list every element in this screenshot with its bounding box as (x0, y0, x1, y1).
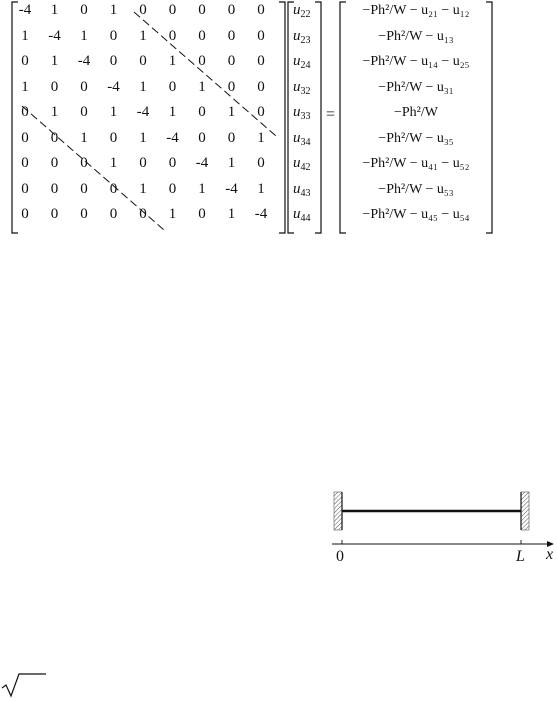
matrix-cell: 1 (50, 2, 59, 18)
matrix-cell: 1 (21, 27, 29, 44)
matrix-cell: 0 (80, 78, 88, 95)
matrix-cell: 1 (198, 78, 206, 95)
matrix-equation (0, 0, 557, 245)
unknown-entry: $u_{42}$ (293, 155, 311, 173)
matrix-cell: 1 (109, 104, 118, 120)
matrix-cell: 0 (109, 129, 118, 146)
matrix-cell: 0 (139, 206, 147, 222)
matrix-cell: 0 (227, 53, 236, 69)
unknown-entry: $u_{22}$ (293, 2, 311, 20)
rhs-entry: −Ph²/W − u₃₁ (378, 79, 454, 95)
matrix-cell: 0 (227, 27, 236, 44)
matrix-cell: 0 (227, 2, 236, 18)
right-fixed-support (521, 492, 529, 530)
matrix-cell: 0 (198, 104, 206, 120)
matrix-cell: 0 (80, 180, 88, 197)
matrix-cell: 1 (109, 155, 118, 171)
matrix-cell: 0 (198, 206, 206, 222)
matrix-cell: 0 (109, 206, 118, 222)
beam-figure (320, 480, 557, 570)
matrix-cell: 1 (257, 180, 265, 197)
matrix-cell: 1 (198, 180, 206, 197)
matrix-cell: 1 (227, 206, 236, 222)
rhs-entry: −Ph²/W − u₁₃ (378, 28, 454, 44)
matrix-cell: 1 (50, 104, 59, 120)
matrix-cell: -4 (254, 206, 268, 222)
matrix-cell: 1 (80, 129, 88, 146)
unknown-entry: $u_{23}$ (293, 27, 311, 46)
matrix-cell: 0 (80, 2, 88, 18)
matrix-cell: 0 (109, 53, 118, 69)
matrix-cell: 0 (198, 129, 206, 146)
matrix-cell: 0 (80, 104, 88, 120)
matrix-cell: 1 (139, 78, 147, 95)
matrix-cell: -4 (48, 27, 61, 44)
matrix-cell: 0 (21, 206, 29, 222)
unknown-entry: $u_{43}$ (293, 180, 311, 199)
matrix-cell: -4 (77, 53, 91, 69)
length-label: L (516, 548, 525, 565)
matrix-cell: 0 (168, 155, 177, 171)
matrix-cell: 0 (21, 129, 29, 146)
rhs-entry: −Ph²/W − u₁₄ − u₂₅ (362, 54, 470, 69)
matrix-cell: 1 (50, 53, 59, 69)
matrix-cell: 0 (168, 27, 177, 44)
matrix-cell: 1 (227, 155, 236, 171)
unknown-entry: $u_{34}$ (293, 129, 311, 148)
matrix-cell: 0 (109, 180, 118, 197)
rhs-entry: −Ph²/W (394, 105, 438, 120)
rhs-entry: −Ph²/W − u₃₅ (378, 130, 454, 146)
matrix-cell: 0 (139, 53, 147, 69)
unknown-entry: $u_{32}$ (293, 78, 311, 97)
matrix-cell: 1 (168, 206, 177, 222)
matrix-cell: 0 (50, 180, 59, 197)
left-fixed-support (334, 492, 342, 530)
matrix-cell: 1 (139, 129, 147, 146)
matrix-cell: 0 (50, 206, 59, 222)
matrix-cell: 1 (227, 104, 236, 120)
matrix-cell: 0 (227, 129, 236, 146)
origin-label: 0 (336, 548, 344, 565)
square-root-sign (0, 672, 48, 698)
matrix-cell: 0 (257, 104, 265, 120)
matrix-cell: 0 (198, 53, 206, 69)
matrix-cell: 0 (198, 27, 206, 44)
matrix-cell: 0 (109, 27, 118, 44)
matrix-cell: 0 (21, 104, 29, 120)
matrix-cell: 1 (139, 27, 147, 44)
matrix-cell: 1 (257, 129, 265, 146)
matrix-cell: 0 (168, 2, 177, 18)
unknown-entry: $u_{44}$ (293, 206, 311, 224)
equals-sign: = (326, 106, 336, 123)
matrix-cell: -4 (18, 2, 32, 18)
matrix-cell: 0 (257, 155, 265, 171)
unknown-entry: $u_{33}$ (293, 104, 311, 122)
matrix-cell: 0 (168, 180, 177, 197)
matrix-cell: -4 (107, 78, 120, 95)
matrix-cell: 0 (257, 78, 265, 95)
matrix-cell: 1 (168, 53, 177, 69)
matrix-cell: -4 (195, 155, 209, 171)
matrix-cell: 0 (21, 53, 29, 69)
matrix-cell: 0 (227, 78, 236, 95)
rhs-entry: −Ph²/W − u₄₁ − u₅₂ (362, 156, 470, 171)
matrix-cell: 0 (50, 155, 59, 171)
matrix-cell: 0 (257, 2, 265, 18)
matrix-cell: 1 (109, 2, 118, 18)
matrix-cell: 0 (21, 155, 29, 171)
matrix-cell: -4 (136, 104, 150, 120)
matrix-cell: 1 (80, 27, 88, 44)
unknown-entry: $u_{24}$ (293, 53, 311, 71)
matrix-cell: 0 (198, 2, 206, 18)
rhs-entry: −Ph²/W − u₄₅ − u₅₄ (362, 207, 470, 222)
matrix-cell: 0 (80, 155, 88, 171)
matrix-cell: 0 (50, 78, 59, 95)
matrix-cell: 0 (139, 155, 147, 171)
matrix-cell: 0 (139, 2, 147, 18)
matrix-cell: 0 (168, 78, 177, 95)
matrix-cell: 1 (21, 78, 29, 95)
matrix-cell: -4 (225, 180, 238, 197)
matrix-cell: 0 (50, 129, 59, 146)
matrix-cell: 1 (168, 104, 177, 120)
matrix-cell: -4 (166, 129, 179, 146)
rhs-entry: −Ph²/W − u₅₃ (378, 181, 454, 197)
matrix-cell: 1 (139, 180, 147, 197)
matrix-cell: 0 (80, 206, 88, 222)
axis-label: x (546, 546, 554, 563)
rhs-entry: −Ph²/W − u₂₁ − u₁₂ (362, 3, 470, 18)
matrix-cell: 0 (257, 27, 265, 44)
matrix-cell: 0 (21, 180, 29, 197)
matrix-cell: 0 (257, 53, 265, 69)
